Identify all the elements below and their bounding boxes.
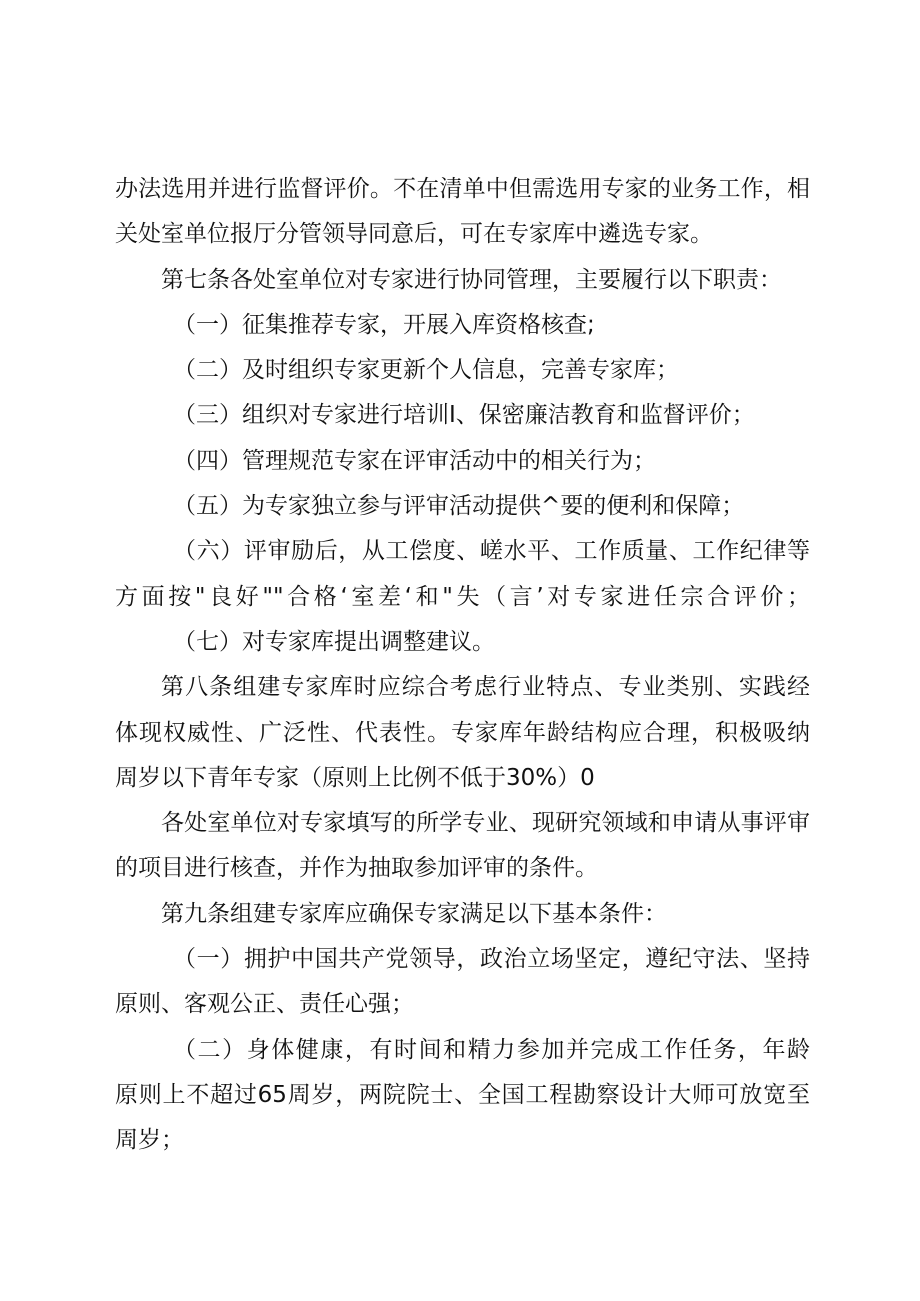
paragraph-line: 各处室单位对专家填写的所学专业、现研究领域和申请从事评审 [161,810,810,837]
text-line: 周岁以下青年专家（原则上比例不低于30%）0 [115,764,595,791]
list-item: （二）身体健康，有时间和精力参加并完成工作任务，年龄 [173,1036,810,1063]
text-line: 原则、客观公正、责任心强； [115,991,414,1018]
text-line: 办法选用并进行监督评价。不在清单中但需选用专家的业务工作，相 [115,176,810,202]
list-item: （三）组织对专家进行培训I、保密廉洁教育和监督评价； [173,402,755,429]
list-item: （六）评审励后，从工偿度、嵯水平、工作质量、工作纪律等 [173,538,810,565]
list-item: （二）及时组织专家更新个人信息，完善专家库； [173,357,679,384]
list-item: （五）为专家独立参与评审活动提供^要的便利和保障； [173,493,745,520]
article-7-heading: 第七条各处室单位对专家进行协同管理，主要履行以下职责： [161,266,782,293]
list-item: （七）对专家库提出调整建议。 [173,628,495,655]
text-line: 周岁； [115,1127,184,1154]
text-line: 方面按"良好""合格‘室差‘和"失（言’对专家进任宗合评价； [115,583,810,610]
text-line: 原则上不超过65周岁，两院院士、全国工程勘察设计大师可放宽至 [115,1081,810,1108]
document-body [115,167,810,1164]
list-item: （四）管理规范专家在评审活动中的相关行为； [173,447,656,474]
list-item: （一）征集推荐专家，开展入库资格核查; [173,311,595,338]
text-line: 体现权威性、广泛性、代表性。专家库年龄结构应合理，积极吸纳 [115,719,810,746]
text-line: 关处室单位报厅分管领导同意后，可在专家库中遴选专家。 [115,221,713,248]
article-8-heading: 第八条组建专家库时应综合考虑行业特点、专业类别、实践经 [161,674,810,701]
text-line: 的项目进行核查，并作为抽取参加评审的条件。 [115,855,598,882]
article-9-heading: 第九条组建专家库应确保专家满足以下基本条件： [161,900,667,927]
list-item: （一）拥护中国共产党领导，政治立场坚定，遵纪守法、坚持 [173,946,810,973]
